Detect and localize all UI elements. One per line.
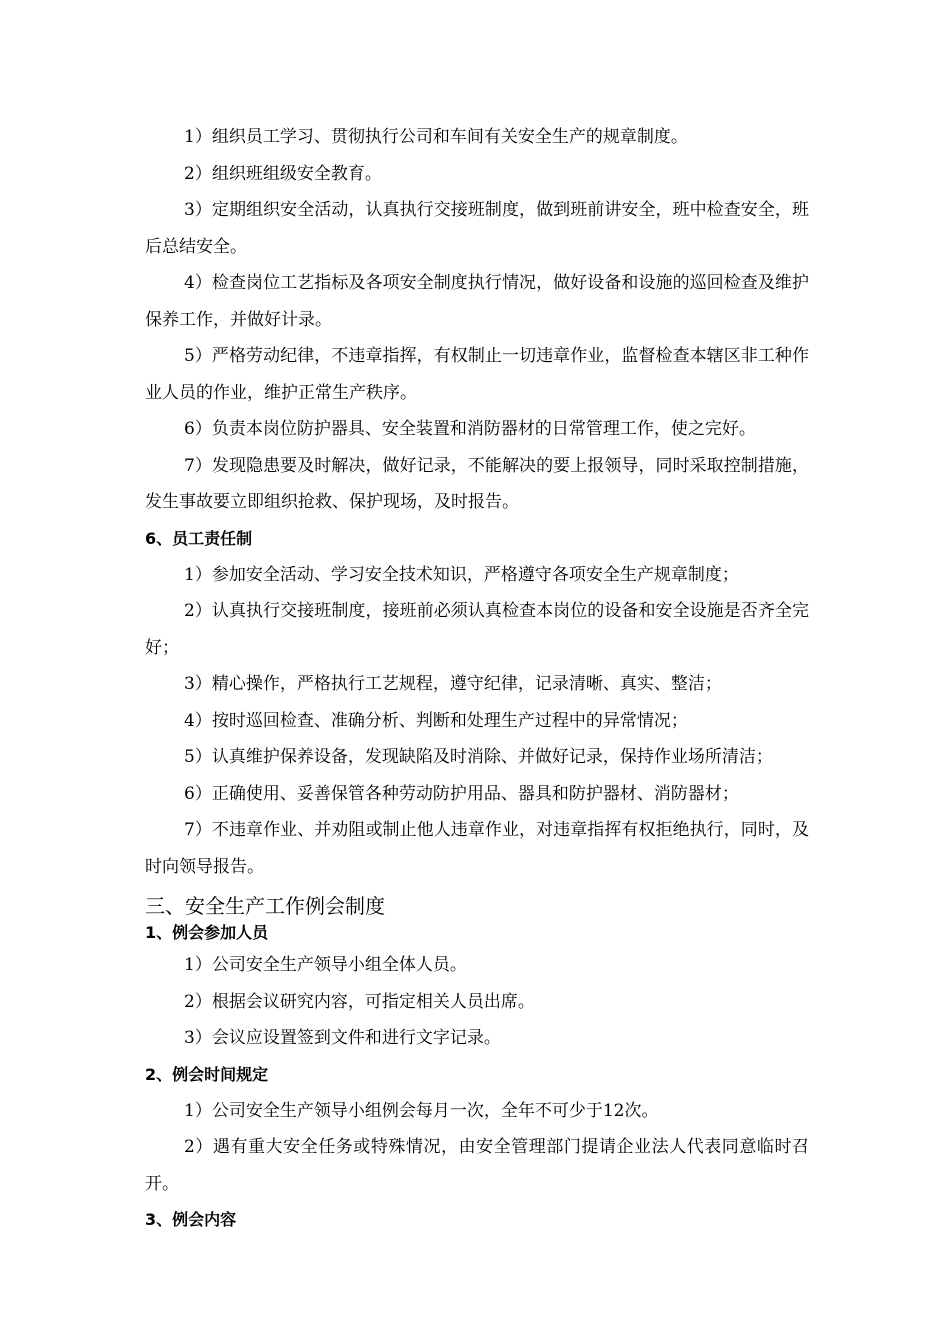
paragraph: 4）检查岗位工艺指标及各项安全制度执行情况，做好设备和设施的巡回检查及维护保养工作，并做好计录。 [145, 273, 809, 330]
paragraph: 3）会议应设置签到文件和进行文字记录。 [184, 1028, 501, 1048]
paragraph: 3）定期组织安全活动，认真执行交接班制度，做到班前讲安全，班中检查安全，班后总结安全。 [145, 200, 809, 257]
paragraph: 2）遇有重大安全任务或特殊情况，由安全管理部门提请企业法人代表同意临时召开。 [145, 1137, 809, 1194]
section-heading: 2、例会时间规定 [145, 1064, 269, 1084]
section-heading: 3、例会内容 [145, 1210, 237, 1229]
paragraph: 6）负责本岗位防护器具、安全装置和消防器材的日常管理工作，使之完好。 [184, 419, 756, 439]
document-page [145, 119, 809, 1238]
paragraph: 4）按时巡回检查、准确分析、判断和处理生产过程中的异常情况； [184, 710, 688, 731]
paragraph: 1）组织员工学习、贯彻执行公司和车间有关安全生产的规章制度。 [184, 127, 688, 147]
paragraph: 7）不违章作业、并劝阻或制止他人违章作业，对违章指挥有权拒绝执行，同时，及时向领导报告。 [145, 820, 809, 877]
paragraph: 2）认真执行交接班制度，接班前必须认真检查本岗位的设备和安全设施是否齐全完好； [145, 601, 809, 658]
paragraph: 5）认真维护保养设备，发现缺陷及时消除、并做好记录，保持作业场所清洁； [184, 747, 773, 767]
paragraph: 2）根据会议研究内容，可指定相关人员出席。 [184, 991, 535, 1012]
section-heading: 1、例会参加人员 [145, 923, 269, 942]
paragraph: 1）参加安全活动、学习安全技术知识，严格遵守各项安全生产规章制度； [184, 564, 739, 585]
section-heading: 6、员工责任制 [145, 528, 253, 548]
paragraph: 3）精心操作，严格执行工艺规程，遵守纪律，记录清晰、真实、整洁； [184, 674, 722, 694]
paragraph: 1）公司安全生产领导小组例会每月一次，全年不可少于12次。 [184, 1100, 659, 1121]
paragraph: 1）公司安全生产领导小组全体人员。 [184, 955, 467, 975]
paragraph: 5）严格劳动纪律，不违章指挥，有权制止一切违章作业，监督检查本辖区非工种作业人员的作业，维护正常生产秩序。 [145, 346, 809, 403]
paragraph: 7）发现隐患要及时解决，做好记录，不能解决的要上报领导，同时采取控制措施，发生事故要立即组织抢救、保护现场，及时报告。 [145, 455, 809, 512]
paragraph: 6）正确使用、妥善保管各种劳动防护用品、器具和防护器材、消防器材； [184, 783, 739, 804]
paragraph: 2）组织班组级安全教育。 [184, 163, 382, 184]
chapter-heading: 三、安全生产工作例会制度 [145, 894, 385, 918]
